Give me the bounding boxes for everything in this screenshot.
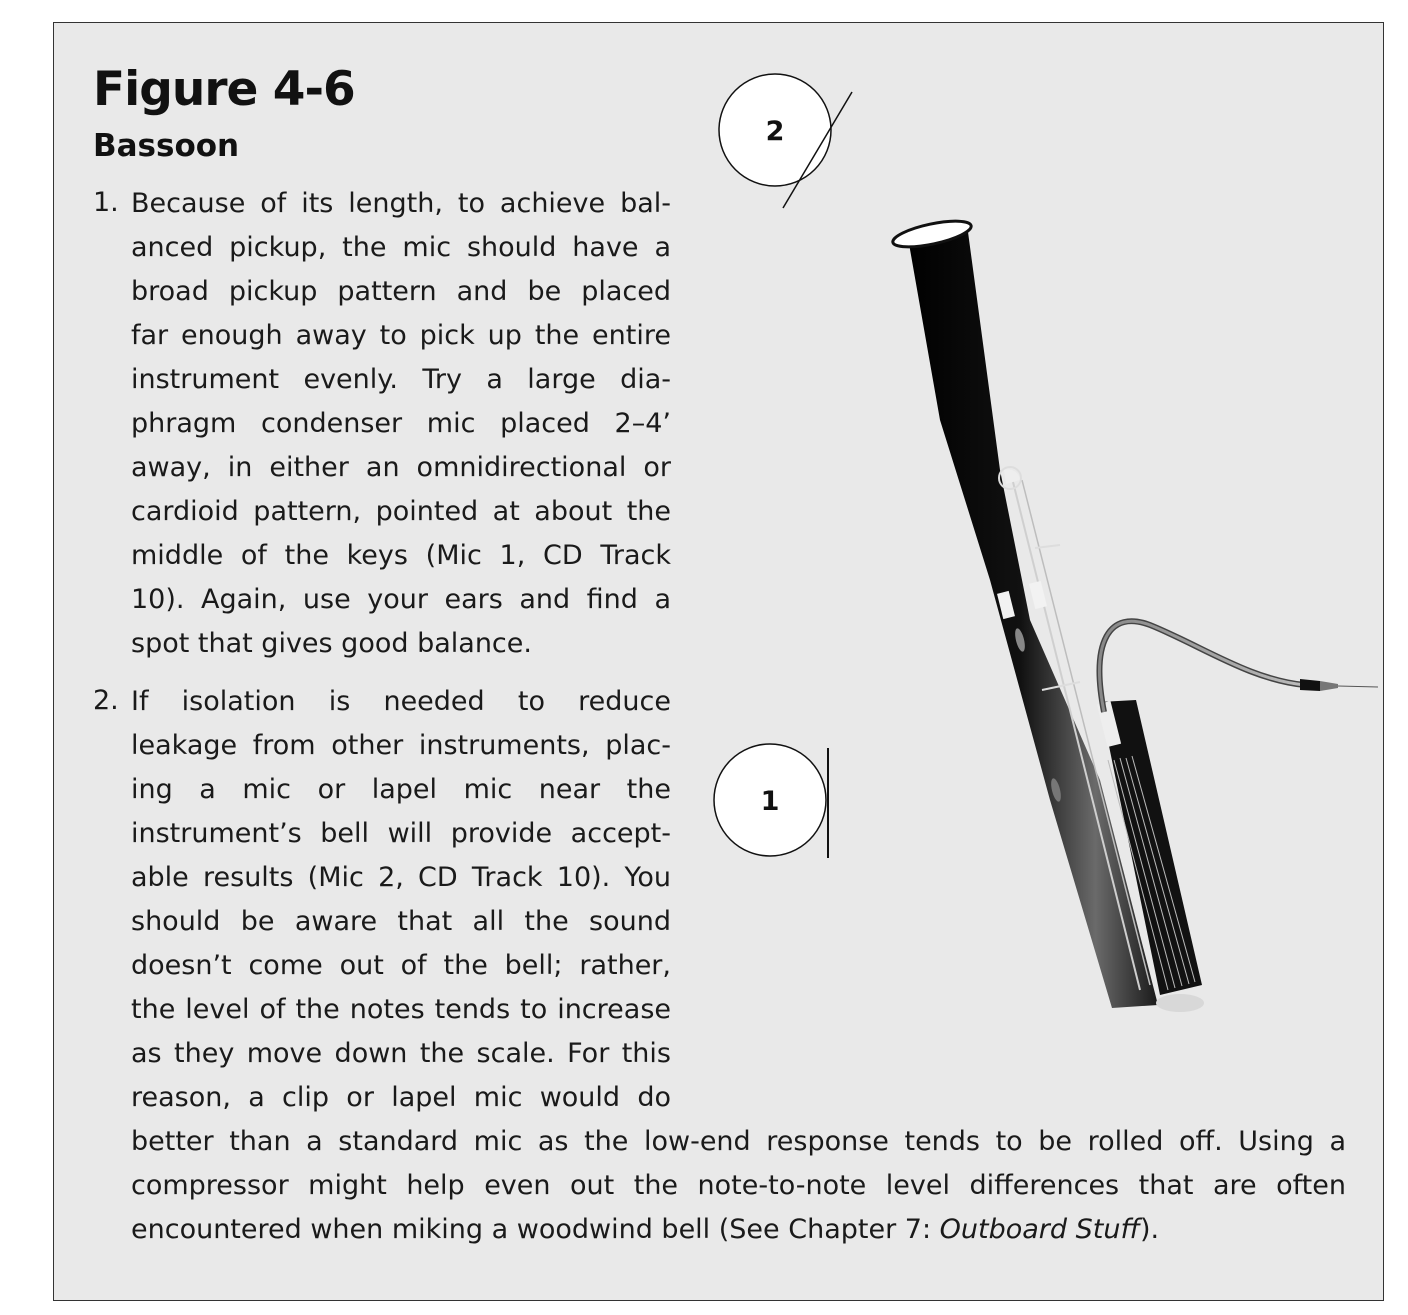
item-2-number: 2. xyxy=(93,685,119,716)
item-1-line: instrument evenly. Try a large dia- xyxy=(131,364,671,395)
item-1-line: anced pickup, the mic should have a xyxy=(131,232,671,263)
item-2-last-line-text: encountered when miking a woodwind bell (See Chapter 7: xyxy=(131,1214,940,1245)
item-1-line: spot that gives good balance. xyxy=(131,628,532,659)
item-1-line: broad pickup pattern and be placed xyxy=(131,276,671,307)
item-2-last-line-end: ). xyxy=(1139,1214,1160,1245)
item-1-line: phragm condenser mic placed 2–4’ xyxy=(131,408,671,439)
mic-1-label: 1 xyxy=(760,786,780,817)
figure-title: Figure 4-6 xyxy=(93,62,355,117)
mic-1-marker xyxy=(714,744,828,858)
item-1-line: middle of the keys (Mic 1, CD Track xyxy=(131,540,671,571)
item-1-line: far enough away to pick up the entire xyxy=(131,320,671,351)
item-2-line: the level of the notes tends to increase xyxy=(131,994,671,1025)
item-1-line: cardioid pattern, pointed at about the xyxy=(131,496,671,527)
chapter-title: Outboard Stuff xyxy=(939,1214,1140,1245)
item-1-line: away, in either an omnidirectional or xyxy=(131,452,671,483)
item-2-line: ing a mic or lapel mic near the xyxy=(131,774,671,805)
item-2-line: If isolation is needed to reduce xyxy=(131,686,671,717)
mic-2-marker xyxy=(719,74,852,208)
item-1-number: 1. xyxy=(93,187,119,218)
item-1-line: 10). Again, use your ears and find a xyxy=(131,584,671,615)
item-2-line: doesn’t come out of the bell; rather, xyxy=(131,950,671,981)
figure-subtitle: Bassoon xyxy=(93,128,240,164)
item-1-line: Because of its length, to achieve bal- xyxy=(131,188,671,219)
item-2-last-line xyxy=(131,1208,1159,1252)
item-2-line: should be aware that all the sound xyxy=(131,906,671,937)
item-2-line: compressor might help even out the note-to-note level differences that are often xyxy=(131,1170,1346,1201)
bocal-wire xyxy=(1100,621,1378,712)
item-2-line: as they move down the scale. For this xyxy=(131,1038,671,1069)
item-2-line: able results (Mic 2, CD Track 10). You xyxy=(131,862,671,893)
item-2-line: reason, a clip or lapel mic would do xyxy=(131,1082,671,1113)
bassoon-illustration xyxy=(700,60,1390,1020)
item-2-line: instrument’s bell will provide accept- xyxy=(131,818,671,849)
item-2-line: leakage from other instruments, plac- xyxy=(131,730,671,761)
bassoon-body xyxy=(891,216,1204,1012)
item-2-line: better than a standard mic as the low-end response tends to be rolled off. Using a xyxy=(131,1126,1346,1157)
mic-2-label: 2 xyxy=(765,116,785,147)
